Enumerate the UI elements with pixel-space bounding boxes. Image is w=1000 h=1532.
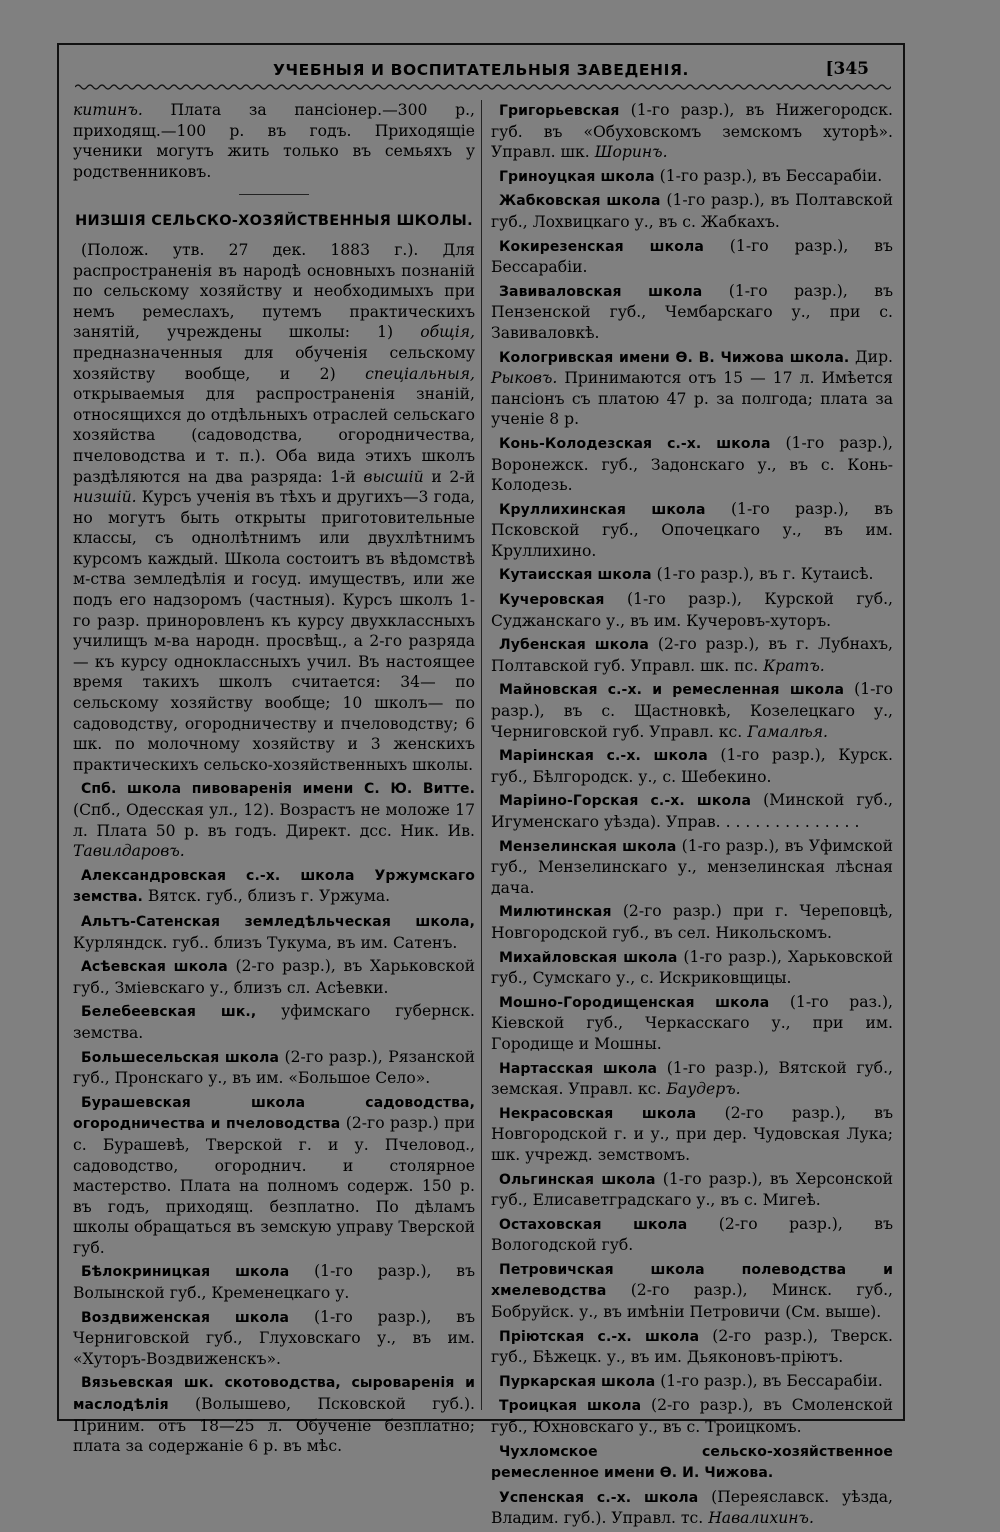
entry-text: (1-го разр.), Харьковской губ., Сумскаго у., с. Искриковщицы. bbox=[491, 947, 893, 988]
intro-paragraph bbox=[73, 100, 475, 182]
entry-italic: Навалихинъ. bbox=[708, 1509, 814, 1528]
school-entry bbox=[491, 347, 893, 430]
school-name: Бѣлокриницкая школа bbox=[81, 1264, 290, 1281]
entry-text: (2-го разр.), въ Новгородской г. и у., при дер. Чудовская Лука; шк. учрежд. земствомъ. bbox=[491, 1103, 894, 1164]
entry-text: (1-го разр.), въ Нижегородск. губ. въ «Обуховскомъ земскомъ хуторѣ». Управл. шк. bbox=[491, 101, 893, 162]
school-entry bbox=[491, 679, 893, 742]
entry-text: (2-го разр.), Минск. губ., Бобруйск. у., въ имѣніи Петровичи (См. выше). bbox=[491, 1281, 893, 1322]
entry-text: (2-го разр.), Тверск. губ., Бѣжецк. у., въ им. Дьяконовъ-пріютъ. bbox=[491, 1326, 893, 1367]
school-name: Кутаисская школа bbox=[499, 567, 652, 584]
school-entry bbox=[491, 1169, 893, 1211]
entry-text: (2-го разр.), въ Харьковской губ., Зміевскаго у., близъ сл. Асѣевки. bbox=[73, 957, 475, 997]
entry-text: Курляндск. губ.. близъ Тукума, въ им. Сатенъ. bbox=[73, 933, 458, 952]
entry-text: Дир. bbox=[849, 347, 894, 366]
school-name: Альтъ-Сатенская земледѣльческая школа, bbox=[81, 913, 475, 930]
school-name: Гриноуцкая школа bbox=[499, 168, 655, 185]
school-name: Жабковская школа bbox=[499, 193, 661, 210]
school-entry bbox=[491, 1214, 893, 1256]
school-entry bbox=[491, 433, 893, 496]
school-name: Маріинская с.-х. школа bbox=[499, 748, 708, 765]
school-entry bbox=[491, 790, 893, 832]
school-entry bbox=[491, 499, 893, 562]
school-name: Петровичская школа полеводства и хмелеводства bbox=[491, 1261, 893, 1300]
school-name: Александровская с.-х. школа Уржумскаго земства. bbox=[73, 867, 475, 906]
school-entry bbox=[491, 100, 893, 163]
school-name: Остаховская школа bbox=[499, 1216, 688, 1233]
entry-text: (2-го разр.), въ Смоленской губ., Юхновскаго у., въ с. Троицкомъ. bbox=[491, 1396, 893, 1437]
school-entry bbox=[73, 1092, 475, 1259]
page-header bbox=[59, 55, 903, 85]
school-entry bbox=[491, 947, 893, 989]
entry-text: (Переяславск. уѣзда, Владим. губ.). Управл. тс. bbox=[491, 1487, 893, 1528]
school-entry bbox=[491, 901, 893, 943]
school-name: Мензелинская школа bbox=[499, 838, 677, 855]
school-entry bbox=[491, 1103, 893, 1166]
school-entry bbox=[491, 1259, 893, 1323]
entry-text: (1-го разр.), въ Волынской губ., Кременецкаго у. bbox=[73, 1262, 475, 1303]
entry-italic: Гамалѣя. bbox=[747, 722, 829, 741]
body-text: (Полож. утв. 27 дек. 1883 г.). Для распространенія въ народѣ основныхъ познаній по сельскому хозяйству и необходимыхъ при немъ ремеслахъ, путемъ практическихъ занятій, учреждены школы: 1) bbox=[73, 240, 475, 342]
entry-text: (Минской губ., Игуменскаго уѣзда). Управ. . . . . . . . . . . . . . . bbox=[491, 791, 893, 831]
school-name: Воздвиженская школа bbox=[81, 1309, 290, 1326]
entry-text: (2-го разр.) при г. Череповцѣ, Новгородской губ., въ сел. Никольскомъ. bbox=[491, 902, 893, 942]
right-column bbox=[491, 100, 893, 1532]
body-text: Курсъ ученія въ тѣхъ и другихъ—3 года, но могутъ быть открыты приготовительные классы, съ однолѣтнимъ или двухлѣтнимъ курсомъ каждый. Школа состоитъ въ вѣдомствѣ м-ства земледѣлія и госуд. имуществъ, или же подъ его надзоромъ (частныя). Курсъ школъ 1-го разр. приноровленъ къ курсу двухклассныхъ училищъ м-ва народн. просвѣщ., а 2-го разряда — къ курсу одноклассныхъ учил. Въ настоящее время такихъ школъ считается: 34— по сельскому хозяйству вообще; 10 школъ— по садоводству, огородничеству и пчеловодству; 6 шк. по молочному хозяйству и 3 женскихъ практическихъ сельско-хозяйственныхъ школы. bbox=[73, 488, 475, 774]
left-entry-list bbox=[73, 778, 475, 1456]
school-entry bbox=[73, 911, 475, 953]
entry-italic: Баудеръ. bbox=[666, 1080, 741, 1099]
school-name: Маріино-Горская с.-х. школа bbox=[499, 793, 752, 810]
entry-italic: Шоринъ. bbox=[594, 143, 668, 162]
body-italic: спеціальныя, bbox=[365, 364, 475, 383]
school-name: Чухломское сельско-хозяйственное ремесленное имени Ѳ. И. Чижова. bbox=[491, 1443, 893, 1482]
school-name: Григорьевская bbox=[499, 103, 620, 119]
entry-text: (1-го разр.), въ г. Кутаисѣ. bbox=[651, 565, 874, 584]
school-entry bbox=[73, 1001, 475, 1043]
entry-italic: Кратъ. bbox=[763, 656, 825, 675]
school-entry bbox=[491, 1326, 893, 1368]
entry-text: (2-го разр.) при с. Бурашевѣ, Тверской г. и у. Пчеловод., садоводство, огороднич. и столярное мастерство. Плата на полномъ содерж. 150 р. въ годъ, приходящ. безплатно. По дѣламъ школы обращаться въ земскую управу Тверской губ. bbox=[73, 1114, 475, 1257]
wavy-rule bbox=[75, 83, 891, 91]
school-entry bbox=[73, 1261, 475, 1303]
school-entry bbox=[491, 236, 893, 278]
school-name: Белебеевская шк., bbox=[81, 1004, 257, 1021]
entry-text: уфимскаго губернск. земства. bbox=[73, 1002, 475, 1042]
school-name: Милютинская bbox=[499, 904, 612, 921]
school-name: Круллихинская школа bbox=[499, 501, 706, 518]
school-entry bbox=[73, 956, 475, 998]
entry-text: (1-го разр.), въ с. Щастновкѣ, Козелецкаго у., Черниговской губ. Управл. кс. bbox=[491, 680, 893, 741]
school-entry bbox=[491, 564, 893, 586]
school-entry bbox=[491, 281, 893, 344]
school-entry bbox=[491, 1371, 893, 1393]
entry-italic: Тавилдаровъ. bbox=[73, 842, 185, 861]
entry-text: (1-го разр.), въ Черниговской губ., Глуховскаго у., въ им. «Хуторъ-Воздвиженскъ». bbox=[73, 1307, 475, 1368]
entry-text: (1-го разр.), въ Херсонской губ., Елисаветградскаго у., въ с. Мигеѣ. bbox=[491, 1169, 893, 1210]
entry-text: (2-го разр.), Рязанской губ., Пронскаго у., въ им. «Большое Село». bbox=[73, 1047, 475, 1088]
entry-text: (Волышево, Псковской губ.). Приним. отъ 18—25 л. Обученіе безплатно; плата за содержаніе 6 р. въ мѣс. bbox=[73, 1395, 475, 1456]
school-name: Майновская с.-х. и ремесленная школа bbox=[499, 682, 845, 699]
school-name: Пуркарская школа bbox=[499, 1373, 656, 1390]
school-name: Успенская с.-х. школа bbox=[499, 1489, 699, 1506]
entry-text: (1-го разр.), Курской губ., Суджанскаго у., въ им. Кучеровъ-хуторъ. bbox=[491, 590, 893, 630]
school-name: Нартасская школа bbox=[499, 1060, 658, 1077]
entry-text: (1-го разр.), въ Уфимской губ., Мензелинскаго у., мензелинская лѣсная дача. bbox=[491, 836, 893, 897]
body-italic: высшій bbox=[363, 467, 424, 486]
entry-text: (1-го разр.), въ Бессарабіи. bbox=[491, 236, 893, 277]
intro-italic: китинъ. bbox=[73, 101, 143, 119]
school-entry bbox=[491, 1058, 893, 1100]
school-name: Мошно-Городищенская школа bbox=[499, 994, 770, 1011]
body-text: открываемыя для распространенія знаній, относящихся до отдѣльныхъ отраслей сельскаго хозяйства (садоводства, огородничества, пчеловодства и т. п.). Оба вида этихъ школъ раздѣляются на два разряда: 1-й bbox=[73, 385, 475, 486]
entry-text: (2-го разр.), въ Вологодской губ. bbox=[491, 1214, 893, 1255]
school-name: Ольгинская школа bbox=[499, 1171, 656, 1188]
school-name: Кологривская имени Ѳ. В. Чижова школа. bbox=[499, 349, 850, 366]
school-entry bbox=[491, 166, 893, 188]
entry-text: (1-го разр.), Воронежск. губ., Задонскаго у., въ с. Конь-Колодезь. bbox=[491, 433, 893, 495]
school-name: Кучеровская bbox=[499, 592, 605, 609]
running-title: УЧЕБНЫЯ И ВОСПИТАТЕЛЬНЫЯ ЗАВЕДЕНІЯ. bbox=[272, 61, 690, 79]
school-name: Спб. школа пивоваренія имени С. Ю. Витте. bbox=[81, 781, 475, 798]
school-name: Завиваловская школа bbox=[499, 283, 703, 300]
entry-text: (1-го разр.), въ Псковской губ., Опочецкаго у., въ им. Круллихино. bbox=[491, 499, 894, 560]
entry-text: (1-го разр.), Вятской губ., земская. Управл. кс. bbox=[491, 1058, 893, 1099]
entry-text: Вятск. губ., близъ г. Уржума. bbox=[142, 887, 391, 906]
right-entry-list bbox=[491, 100, 893, 1529]
school-name: Бурашевская школа садоводства, огородничества и пчеловодства bbox=[73, 1094, 475, 1133]
school-name: Асѣевская школа bbox=[81, 959, 228, 976]
body-text: предназначенныя для обученія сельскому хозяйству вообще, и 2) bbox=[73, 343, 475, 383]
entry-text: (1-го разр.), въ Полтавской губ., Лохвицкаго у., въ с. Жабкахъ. bbox=[491, 191, 893, 231]
school-name: Лубенская школа bbox=[499, 637, 649, 654]
school-entry bbox=[73, 865, 475, 908]
school-entry bbox=[491, 745, 893, 787]
school-name: Кокирезенская школа bbox=[499, 238, 704, 255]
school-name: Пріютская с.-х. школа bbox=[499, 1328, 700, 1345]
school-entry bbox=[491, 1441, 893, 1484]
school-entry bbox=[491, 1487, 893, 1529]
school-name: Некрасовская школа bbox=[499, 1105, 697, 1122]
intro-text: Плата за пансіонер.—300 р., приходящ.—100 р. въ годъ. Приходящіе ученики могутъ жить только въ семьяхъ у родственниковъ. bbox=[73, 101, 475, 181]
school-entry bbox=[73, 1307, 475, 1370]
school-entry bbox=[491, 634, 893, 676]
section-separator bbox=[239, 194, 309, 195]
page-frame bbox=[57, 43, 905, 1528]
school-name: Большесельская школа bbox=[81, 1049, 280, 1066]
school-entry bbox=[73, 778, 475, 861]
section-title: НИЗШІЯ СЕЛЬСКО-ХОЗЯЙСТВЕННЫЯ ШКОЛЫ. bbox=[75, 213, 473, 230]
entry-italic: Рыковъ. bbox=[491, 369, 558, 388]
school-entry bbox=[491, 589, 893, 631]
school-entry bbox=[491, 190, 893, 232]
entry-text: Принимаются отъ 15 — 17 л. Имѣется пансіонъ съ платою 47 р. за полгода; плата за ученіе 8 р. bbox=[491, 369, 893, 429]
section-body bbox=[73, 240, 475, 775]
body-italic: общія, bbox=[420, 323, 475, 342]
entry-text: (1-го разр.), въ Бессарабіи. bbox=[655, 1371, 883, 1390]
school-name: Троицкая школа bbox=[499, 1398, 642, 1415]
entry-text: (1-го разр.), въ Пензенской губ., Чембарскаго у., при с. Завиваловкѣ. bbox=[491, 281, 893, 342]
school-entry bbox=[73, 1372, 475, 1456]
body-text: и 2-й bbox=[423, 467, 476, 486]
page-number: [345 bbox=[825, 59, 869, 79]
entry-text: (2-го разр.), въ г. Лубнахъ, Полтавской губ. Управл. шк. пс. bbox=[491, 635, 893, 675]
school-entry bbox=[491, 1395, 893, 1437]
body-italic: низшій. bbox=[73, 488, 137, 507]
school-entry bbox=[491, 836, 893, 899]
entry-text: (1-го раз.), Кіевской губ., Черкасскаго у., при им. Городище и Мошны. bbox=[491, 992, 893, 1053]
left-column bbox=[73, 100, 475, 1460]
school-entry bbox=[491, 992, 893, 1055]
school-name: Конь-Колодезская с.-х. школа bbox=[499, 435, 771, 452]
school-name: Михайловская школа bbox=[499, 949, 678, 966]
entry-text: (1-го разр.), Курск. губ., Бѣлгородск. у., с. Шебекино. bbox=[491, 746, 893, 786]
entry-text: (1-го разр.), въ Бессарабіи. bbox=[654, 166, 883, 185]
school-name: Вязьевская шк. скотоводства, сыроваренія и маслодѣлія bbox=[73, 1375, 475, 1414]
column-divider bbox=[481, 100, 482, 1410]
entry-text: (Спб., Одесская ул., 12). Возрастъ не моложе 17 л. Плата 50 р. въ годъ. Директ. дсс. Ник. Ив. bbox=[73, 801, 475, 840]
school-entry bbox=[73, 1047, 475, 1089]
